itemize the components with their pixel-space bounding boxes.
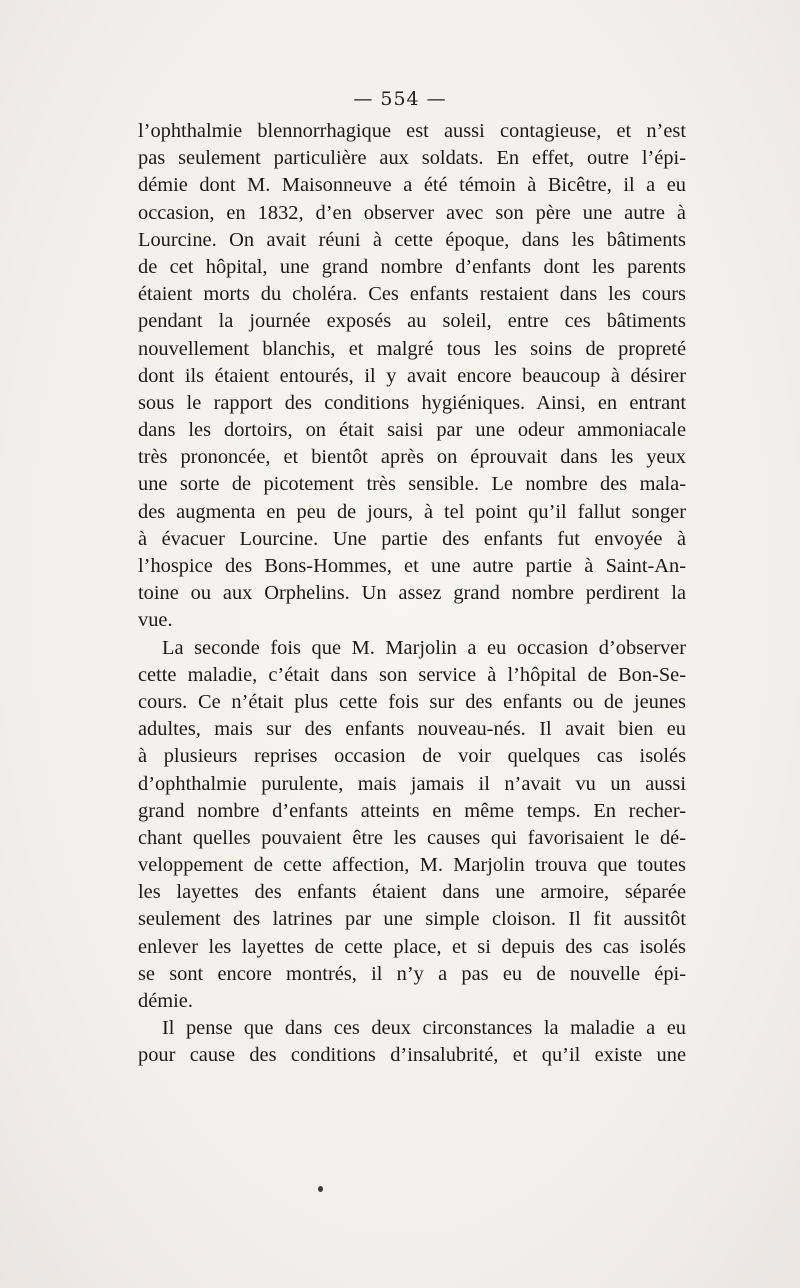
text-line: toine ou aux Orphelins. Un assez grand nombre perdirent la [138,582,686,605]
paragraph-3 [138,1015,686,1069]
text-line: occasion, en 1832, d’en observer avec son père une autre à [138,201,686,224]
text-line: de cet hôpital, une grand nombre d’enfants dont les parents [138,255,686,278]
text-line: une sorte de picotement très sensible. Le nombre des mala- [138,473,686,496]
paragraph-2 [138,635,686,1016]
text-line: d’ophthalmie purulente, mais jamais il n’avait vu un aussi [138,772,686,795]
text-line: pour cause des conditions d’insalubrité, et qu’il existe une [138,1044,686,1067]
text-line: pas seulement particulière aux soldats. En effet, outre l’épi- [138,147,686,170]
text-line: dont ils étaient entourés, il y avait encore beaucoup à désirer [138,364,686,387]
text-line: adultes, mais sur des enfants nouveau-nés. Il avait bien eu [138,718,686,741]
text-line: vue. [138,609,173,632]
text-line: à évacuer Lourcine. Une partie des enfants fut envoyée à [138,527,686,550]
text-line: Lourcine. On avait réuni à cette époque, dans les bâtiments [138,228,686,251]
text-line: cette maladie, c’était dans son service à l’hôpital de Bon-Se- [138,663,686,686]
paragraph-1 [138,118,686,635]
text-line: à plusieurs reprises occasion de voir quelques cas isolés [138,745,686,768]
text-line: sous le rapport des conditions hygiéniques. Ainsi, en entrant [138,391,686,414]
text-line: enlever les layettes de cette place, et si depuis des cas isolés [138,935,686,958]
text-line: l’hospice des Bons-Hommes, et une autre partie à Saint-An- [138,555,686,577]
text-line: seulement des latrines par une simple cloison. Il fit aussitôt [138,908,686,931]
text-line: des augmenta en peu de jours, à tel point qu’il fallut songer [138,500,686,523]
text-line: chant quelles pouvaient être les causes qui favorisaient le dé- [138,826,686,849]
text-line: grand nombre d’enfants atteints en même temps. En recher- [138,799,686,822]
text-line: démie dont M. Maisonneuve a été témoin à Bicêtre, il a eu [138,174,686,197]
body-text [138,118,686,1070]
text-line: La seconde fois que M. Marjolin a eu occasion d’observer [162,636,686,659]
text-line: l’ophthalmie blennorrhagique est aussi contagieuse, et n’est [138,120,686,142]
text-line: nouvellement blanchis, et malgré tous les soins de propreté [138,337,686,360]
page-number: — 554 — [353,88,447,110]
text-line: démie. [138,990,193,1012]
text-line: les layettes des enfants étaient dans une armoire, séparée [138,881,686,904]
text-line: étaient morts du choléra. Ces enfants restaient dans les cours [138,283,686,306]
text-line: cours. Ce n’était plus cette fois sur des enfants ou de jeunes [138,690,686,713]
text-line: Il pense que dans ces deux circonstances la maladie a eu [162,1017,686,1040]
text-line: se sont encore montrés, il n’y a pas eu de nouvelle épi- [138,962,686,985]
text-line: pendant la journée exposés au soleil, entre ces bâtiments [138,310,686,333]
text-line: très prononcée, et bientôt après on éprouvait dans les yeux [138,446,686,469]
text-line: dans les dortoirs, on était saisi par une odeur ammoniacale [138,419,686,442]
text-line: veloppement de cette affection, M. Marjolin trouva que toutes [138,854,686,877]
ink-speck [318,1186,323,1192]
